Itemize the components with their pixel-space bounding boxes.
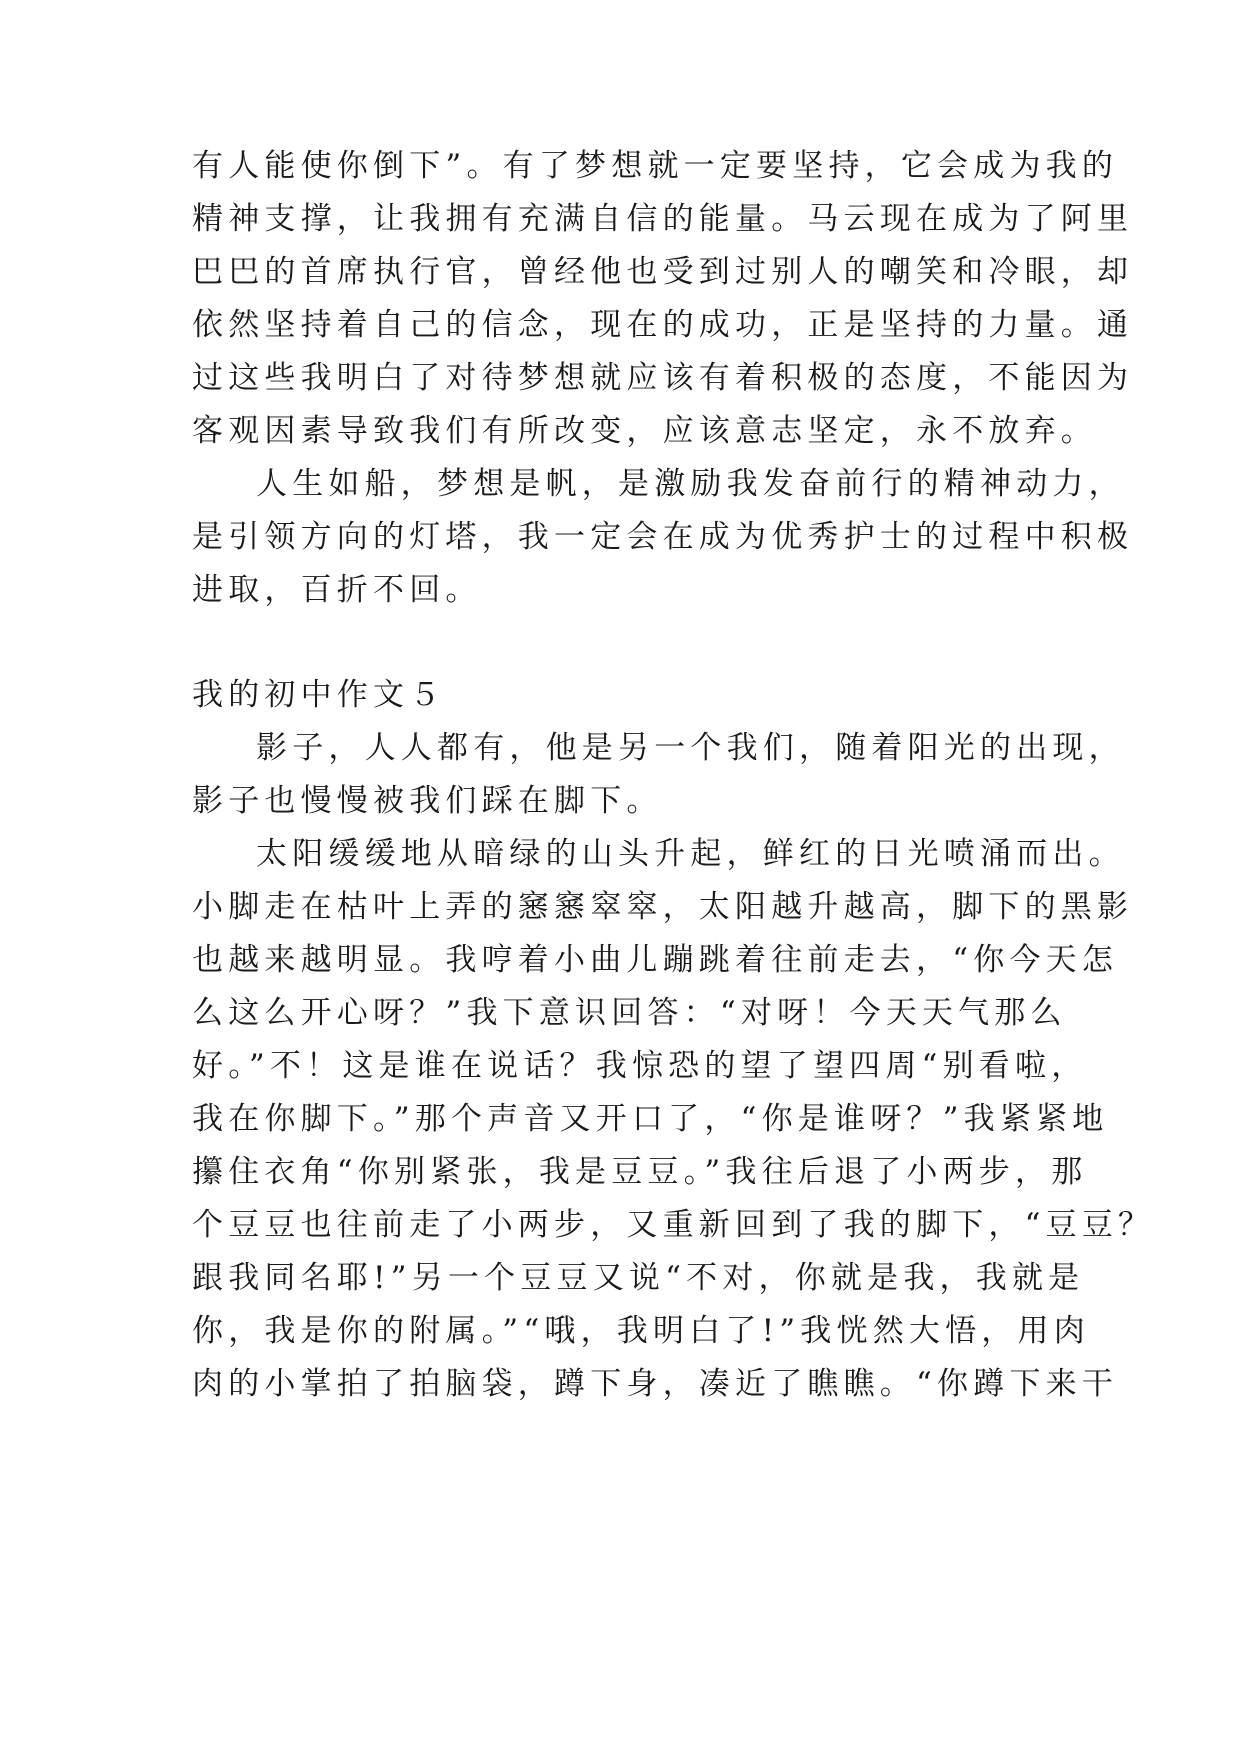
text-line: 精神支撑，让我拥有充满自信的能量。马云现在成为了阿里 (192, 201, 1134, 237)
text-line: 依然坚持着自己的信念，现在的成功，正是坚持的力量。通 (192, 307, 1134, 343)
text-line: 小脚走在枯叶上弄的窸窸窣窣，太阳越升越高，脚下的黑影 (192, 889, 1134, 925)
text-line: 攥住衣角“你别紧张，我是豆豆。”我往后退了小两步，那 (192, 1154, 1088, 1190)
text-line: 个豆豆也往前走了小两步，又重新回到了我的脚下，“豆豆？ (192, 1207, 1155, 1243)
section-heading: 我的初中作文５ (192, 677, 446, 713)
text-line: 巴巴的首席执行官，曾经他也受到过别人的嘲笑和冷眼，却 (192, 254, 1134, 290)
text-line: 客观因素导致我们有所改变，应该意志坚定，永不放弃。 (192, 413, 1097, 449)
text-line: 影子，人人都有，他是另一个我们，随着阳光的出现， (256, 730, 1125, 766)
text-line: 太阳缓缓地从暗绿的山头升起，鲜红的日光喷涌而出。 (256, 836, 1125, 872)
text-line: 有人能使你倒下”。有了梦想就一定要坚持，它会成为我的 (192, 148, 1119, 184)
text-line: 你，我是你的附属。”“哦，我明白了!”我恍然大悟，用肉 (192, 1313, 1090, 1349)
text-line: 我在你脚下。”那个声音又开口了，“你是谁呀？”我紧紧地 (192, 1101, 1109, 1137)
text-line: 是引领方向的灯塔，我一定会在成为优秀护士的过程中积极 (192, 519, 1134, 555)
text-line: 好。”不！这是谁在说话？我惊恐的望了望四周“别看啦， (192, 1048, 1088, 1084)
text-line: 影子也慢慢被我们踩在脚下。 (192, 783, 663, 819)
text-line: 进取，百折不回。 (192, 572, 482, 608)
text-line: 么这么开心呀？”我下意识回答：“对呀！今天天气那么 (192, 995, 1067, 1031)
text-line: 肉的小掌拍了拍脑袋，蹲下身，凑近了瞧瞧。“你蹲下来干 (192, 1366, 1119, 1402)
text-line: 跟我同名耶!”另一个豆豆又说“不对，你就是我，我就是 (192, 1260, 1085, 1296)
text-line: 过这些我明白了对待梦想就应该有着积极的态度，不能因为 (192, 360, 1134, 396)
text-line: 也越来越明显。我哼着小曲儿蹦跳着往前走去，“你今天怎 (192, 942, 1119, 978)
text-line: 人生如船，梦想是帆，是激励我发奋前行的精神动力， (256, 466, 1125, 502)
